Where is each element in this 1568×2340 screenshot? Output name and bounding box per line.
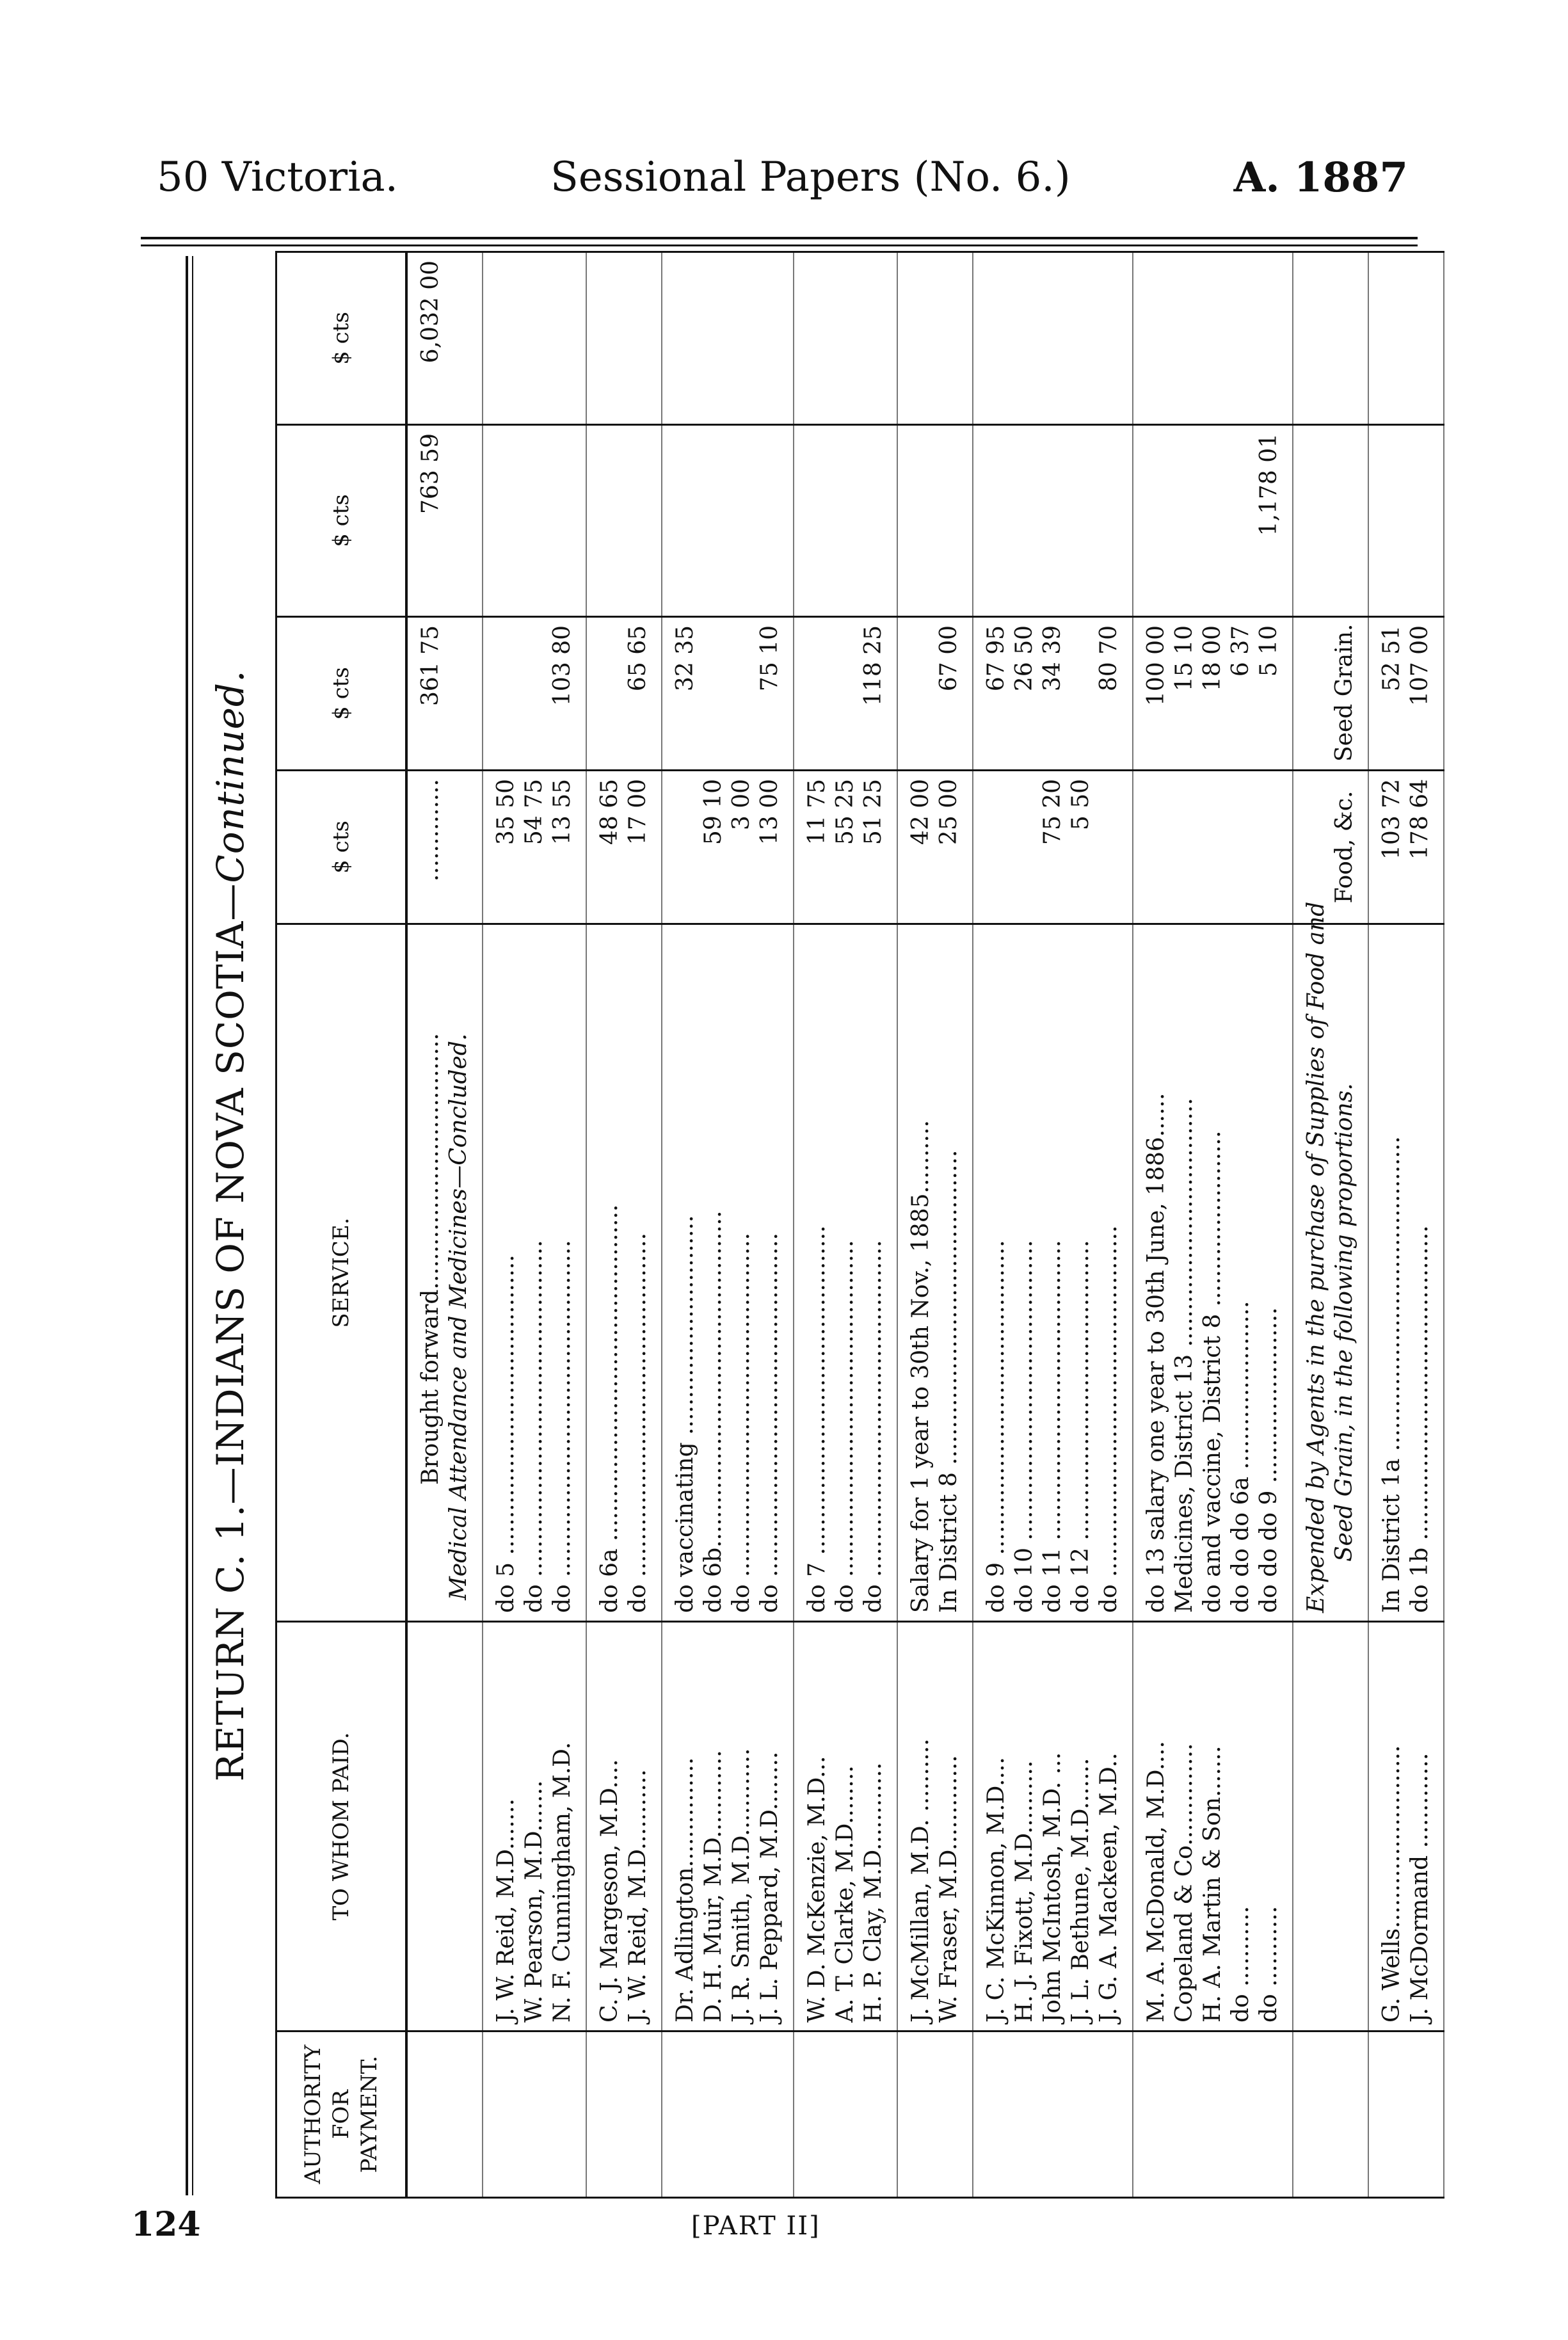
page-number: 124 (131, 2205, 201, 2244)
amount: 13 00 (756, 779, 783, 845)
service-line: do 1b ........................................... (1407, 1225, 1433, 1613)
table-row-group-6 (973, 252, 1133, 2198)
table-row-group-4 (794, 252, 897, 2198)
service-line: do 9 ........................................... (983, 1240, 1009, 1613)
payee: H. A. Martin & Son....... (1199, 1745, 1226, 2023)
amount: 178 64 (1407, 779, 1433, 860)
amount (671, 779, 700, 915)
service-line: In District 8 ........................................... (936, 1150, 962, 1613)
service-line: do ............................................... (756, 1233, 783, 1613)
service-line: do .............................................. (549, 1240, 575, 1613)
service-line: do vaccinating .............................. (672, 1215, 698, 1613)
service-line: do ............................................... (625, 1233, 651, 1613)
header-year: A. 1887 (1233, 154, 1408, 202)
payee: J. L. Bethune, M.D....... (1068, 1758, 1094, 2023)
payee: John McIntosh, M.D. ... (1039, 1752, 1066, 2023)
service-line: do do do 9 ........................ (1256, 1307, 1282, 1613)
medical-heading: Medical Attendance and Medicines—Concluded. (445, 1033, 472, 1600)
service-line: do ................................................ (1096, 1225, 1122, 1613)
payee: N. F. Cunningham, M.D. (549, 1742, 575, 2023)
header-rule-thin (141, 244, 1418, 246)
service-line: do ............................................... (728, 1233, 755, 1613)
table-row-group-2 (586, 252, 662, 2198)
col-authority: AUTHORITY FOR PAYMENT. (276, 2031, 407, 2198)
payee: do ........... (1256, 1905, 1282, 2023)
amount: 107 00 (1407, 625, 1433, 706)
col-service: SERVICE. (276, 924, 407, 1622)
service-line: do .............................................. (832, 1240, 858, 1613)
subtotal: 32 35 (672, 625, 698, 692)
payee: J. R. Smith, M.D............ (728, 1748, 755, 2023)
table-row-group-7 (1133, 252, 1293, 2198)
payee: D. H. Muir, M.D............ (700, 1750, 726, 2023)
subtotal: 103 80 (549, 625, 575, 706)
header-rule (141, 237, 1418, 239)
service-line: do 10 ......................................... (1011, 1240, 1037, 1613)
subtotal: 67 00 (936, 625, 962, 692)
amount: 18 00 (1199, 625, 1226, 692)
service-line: do 6a .............................................. (596, 1204, 623, 1613)
return-title (192, 253, 269, 2199)
payee: J. McDormand ............. (1407, 1752, 1433, 2023)
amount: 75 20 (1039, 779, 1066, 845)
table-row-group-3 (662, 252, 794, 2198)
subtotal: 75 10 (756, 625, 783, 692)
service-line: do do do 6a ....................... (1228, 1301, 1254, 1613)
return-table (275, 251, 1444, 2199)
table-row-group-5 (897, 252, 973, 2198)
header-session: 50 Victoria. (157, 154, 398, 201)
amount: 11 75 (804, 779, 830, 845)
payee: W. Pearson, M.D....... (521, 1780, 547, 2023)
table-row-group-8 (1368, 252, 1444, 2198)
payee: G. Wells......................... (1379, 1745, 1405, 2023)
amount: 42 00 (908, 779, 934, 845)
table-row-seed-heading (1293, 252, 1368, 2198)
service-line: In District 1a ........................................... (1379, 1136, 1405, 1613)
subtotal: 80 70 (1096, 625, 1122, 692)
header-title: Sessional Papers (No. 6.) (550, 154, 1071, 201)
amount (1011, 779, 1039, 915)
col-amount-4: $ cts (276, 252, 407, 425)
payee: J. L. Peppard, M.D........ (756, 1751, 783, 2023)
table-row-group-1 (483, 252, 586, 2198)
table-row-brought-forward (406, 252, 483, 2198)
payee: J. McMillan, M.D. .......... (908, 1738, 934, 2023)
service-line: do .............................................. (860, 1240, 886, 1613)
amount: 25 00 (936, 779, 962, 845)
part-label: [PART II] (691, 2211, 820, 2241)
brought-a4: 6,032 00 (417, 260, 444, 364)
payee: J. C. McKinnon, M.D.... (983, 1757, 1009, 2023)
amount: 6 37 (1228, 625, 1254, 677)
rotated-table (192, 253, 1433, 2199)
amount: 3 00 (728, 779, 755, 831)
service-line: do 7 ............................................. (804, 1225, 830, 1613)
subtotal: 67 95 (983, 625, 1009, 692)
amount: 48 65 (596, 779, 623, 845)
amount: 55 25 (832, 779, 858, 845)
brought-a2: 361 75 (417, 625, 444, 706)
col-amount-2: $ cts (276, 617, 407, 771)
service-line: do 13 salary one year to 30th June, 1886...... (1143, 1093, 1169, 1613)
return-title-continued: Continued. (209, 669, 252, 883)
service-line: do .............................................. (521, 1240, 547, 1613)
amount (1095, 779, 1123, 915)
brought-a1: .............. (417, 779, 444, 882)
amount: 17 00 (625, 779, 651, 845)
payee: do ........... (1228, 1905, 1254, 2023)
subtotal: 26 50 (1011, 625, 1037, 692)
payee: J. W. Reid, M.D....... (493, 1799, 519, 2023)
amount: 52 51 (1379, 625, 1405, 692)
left-border-rule (186, 256, 188, 2195)
amount: 5 10 (1256, 625, 1282, 677)
subtotal: 65 65 (625, 625, 651, 692)
payee: W. Fraser, M.D............. (936, 1755, 962, 2023)
col-paid-to: TO WHOM PAID. (276, 1622, 407, 2031)
subtotal: 118 25 (860, 625, 886, 706)
service-line: do 12 ......................................... (1068, 1240, 1094, 1613)
service-line: do and vaccine, District 8 ........................ (1199, 1130, 1226, 1613)
service-line: Salary for 1 year to 30th Nov., 1885.......... (908, 1120, 934, 1613)
payee: Copeland & Co.............. (1171, 1743, 1197, 2023)
payee: M. A. McDonald, M.D.... (1143, 1741, 1169, 2023)
payee: H. J. Fixott, M.D.......... (1011, 1760, 1037, 2023)
amount: 54 75 (521, 779, 547, 845)
amount: 35 50 (493, 779, 519, 845)
payee: Dr. Adlington............... (672, 1757, 698, 2023)
seed-heading-line1: Expended by Agents in the purchase of Supplies of Food and (1303, 901, 1329, 1613)
amount: 13 55 (549, 779, 575, 845)
seed-heading-line2: Seed Grain, in the following proportions. (1331, 1083, 1357, 1562)
amount: 15 10 (1171, 625, 1197, 692)
col-amount-3: $ cts (276, 425, 407, 617)
table-header-row (276, 252, 407, 2198)
col-amount-1: $ cts (276, 771, 407, 924)
payee: A. T. Clarke, M.D........ (832, 1765, 858, 2023)
amount (982, 779, 1011, 915)
return-title-main: RETURN C. 1.—INDIANS OF NOVA SCOTIA— (209, 883, 252, 1782)
payee: J. G. A. Mackeen, M.D.. (1096, 1752, 1122, 2023)
service-line: do 5 ......................................... (493, 1254, 519, 1613)
subtotal: 34 39 (1039, 625, 1066, 692)
seed-grain-column-head: Seed Grain. (1331, 623, 1357, 762)
amount: 100 00 (1143, 625, 1169, 706)
service-line: Medicines, District 13 .................................. (1171, 1098, 1197, 1613)
service-line: do 11 ......................................... (1039, 1240, 1066, 1613)
service-line: do 6b.............................................. (700, 1210, 726, 1613)
total-medical: 1,178 01 (1256, 433, 1282, 536)
payee: C. J. Margeson, M.D.... (596, 1759, 623, 2023)
rotated-table-region (192, 253, 1433, 2199)
payee: H. P. Clay, M.D............ (860, 1762, 886, 2023)
amount: 59 10 (700, 779, 726, 845)
brought-a3: 763 59 (417, 433, 444, 514)
payee: J. W. Reid, M.D........... (625, 1769, 651, 2023)
food-column-head: Food, &c. (1331, 790, 1357, 904)
payee: W. D. McKenzie, M.D... (804, 1756, 830, 2023)
brought-forward-label: Brought forward................................... (417, 1033, 444, 1485)
amount: 51 25 (860, 779, 886, 845)
amount: 5 50 (1068, 779, 1094, 831)
amount: 103 72 (1379, 779, 1405, 860)
